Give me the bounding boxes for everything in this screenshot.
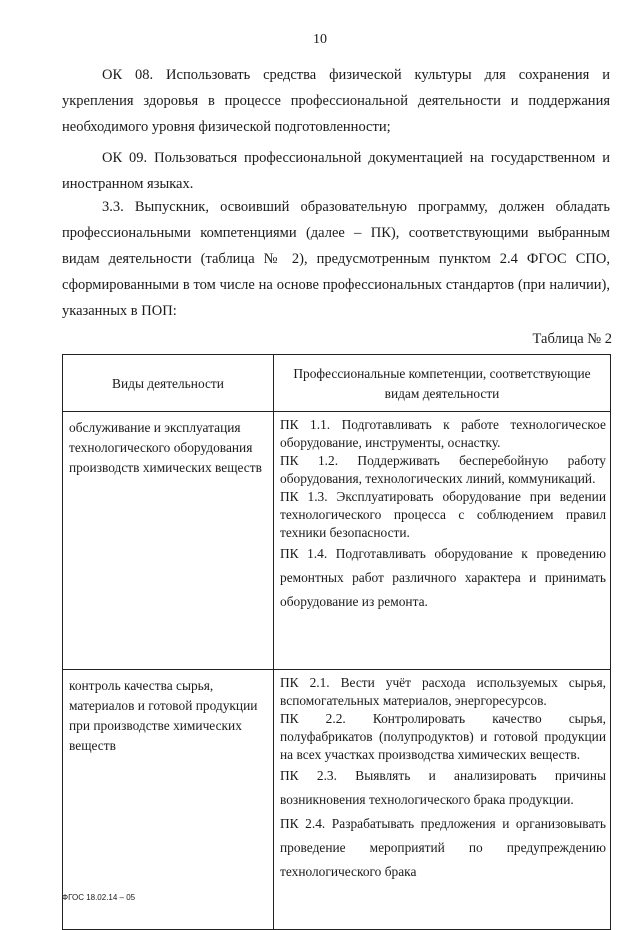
activity-cell: контроль качества сырья, материалов и готовой продукции при производстве химических веществ — [63, 670, 274, 930]
competencies-table — [62, 354, 611, 930]
paragraph-ok08-text: ОК 08. Использовать средства физической культуры для сохранения и укрепления здоровья в процессе профессиональной деятельности и поддержания необходимого уровня физической подготовленности; — [62, 67, 610, 135]
competency-pk-1-3: ПК 1.3. Эксплуатировать оборудование при ведении технологического процесса с соблюдением правил техники безопасности. — [280, 489, 606, 540]
document-footer: ФГОС 18.02.14 – 05 — [62, 893, 136, 902]
activity-cell: обслуживание и эксплуатация технологического оборудования производств химических веществ — [63, 412, 274, 670]
table-caption: Таблица № 2 — [532, 331, 612, 347]
competency-pk-1-1: ПК 1.1. Подготавливать к работе технологическое оборудование, инструменты, оснастку. — [280, 417, 606, 450]
header-competencies: Профессиональные компетенции, соответствующие видам деятельности — [274, 355, 611, 412]
competency-pk-1-4: ПК 1.4. Подготавливать оборудование к проведению ремонтных работ различного характера и принимать оборудование из ремонта. — [280, 546, 606, 609]
competency-pk-2-1: ПК 2.1. Вести учёт расхода используемых сырья, вспомогательных материалов, энергоресурсов. — [280, 675, 606, 708]
paragraph-3-3-text: 3.3. Выпускник, освоивший образовательную программу, должен обладать профессиональными компетенциями (далее – ПК), соответствующими выбранным видам деятельности (таблица № 2), предусмотренным пунктом 2.4 ФГОС СПО, сформированными в том числе на основе профессиональных стандартов (при наличии), указанных в ПОП: — [62, 199, 610, 319]
header-activities: Виды деятельности — [63, 355, 274, 412]
competency-pk-2-3: ПК 2.3. Выявлять и анализировать причины возникновения технологического брака продукции. — [280, 768, 606, 807]
competency-pk-2-2: ПК 2.2. Контролировать качество сырья, полуфабрикатов (полупродуктов) и готовой продукции на всех участках производства химических веществ. — [280, 711, 606, 762]
paragraph-3-3 — [62, 194, 610, 324]
paragraph-ok08 — [62, 62, 610, 140]
competencies-cell — [274, 670, 611, 930]
paragraph-ok09 — [62, 145, 610, 197]
table-row — [63, 670, 611, 930]
table-row — [63, 412, 611, 670]
paragraph-ok09-text: ОК 09. Пользоваться профессиональной документацией на государственном и иностранном языках. — [62, 150, 610, 192]
competencies-cell — [274, 412, 611, 670]
competency-pk-1-2: ПК 1.2. Поддерживать бесперебойную работу оборудования, технологических линий, коммуникаций. — [280, 453, 606, 486]
table-header-row — [63, 355, 611, 412]
page-number: 10 — [313, 32, 327, 47]
competency-pk-2-4: ПК 2.4. Разрабатывать предложения и организовывать проведение мероприятий по предупреждению технологического брака — [280, 816, 606, 879]
